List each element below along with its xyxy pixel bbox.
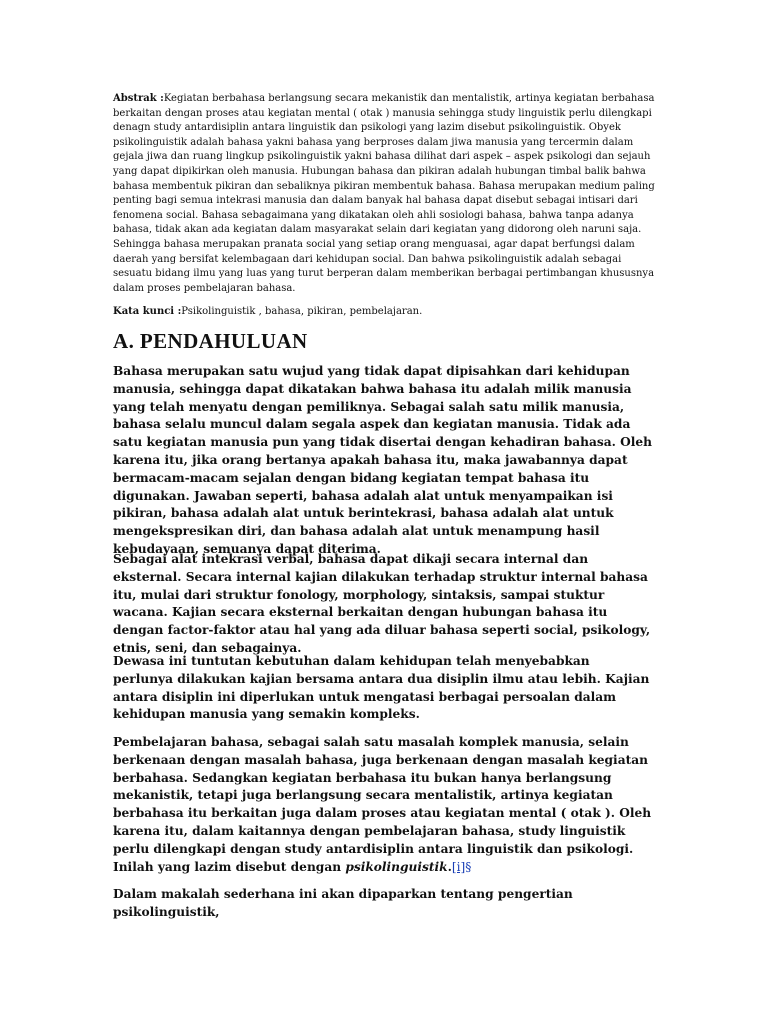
- body-paragraph-4: [113, 734, 653, 876]
- keywords-text: Psikolinguistik , bahasa, pikiran, pembelajaran.: [181, 306, 423, 317]
- abstract-label: Abstrak :: [113, 93, 164, 104]
- section-heading: A. PENDAHULUAN: [113, 329, 308, 353]
- abstract-text: Kegiatan berbahasa berlangsung secara mekanistik dan mentalistik, artinya kegiatan berbahasa berkaitan dengan proses atau kegiatan mental ( otak ) manusia sehingga study linguistik perlu dilengkapi denagn study antardisiplin antara linguistik dan psikologi yang lazim disebut psikolinguistik. Obyek psikolinguistik adalah bahasa yakni bahasa yang berproses dalam jiwa manusia yang tercermin dalam gejala jiwa dan ruang lingkup psikolinguistik yakni bahasa dilihat dari aspek – aspek psikologi dan sejauh yang dapat dipikirkan oleh manusia. Hubungan bahasa dan pikiran adalah hubungan timbal balik bahwa bahasa membentuk pikiran dan sebaliknya pikiran membentuk bahasa. Bahasa merupakan medium paling penting bagi semua intekrasi manusia dan dalam banyak hal bahasa dapat disebut sebagai intisari dari fenomena social. Bahasa sebagaimana yang dikatakan oleh ahli sosiologi bahasa, bahwa tanpa adanya bahasa, tidak akan ada kegiatan dalam masyarakat selain dari kegiatan yang didorong oleh naruni saja. Sehingga bahasa merupakan pranata social yang setiap orang menguasai, agar dapat berfungsi dalam daerah yang bersifat kelembagaan dari kehidupan social. Dan bahwa psikolinguistik adalah sebagai sesuatu bidang ilmu yang luas yang turut berperan dalam memberikan berbagai pertimbangan khususnya dalam proses pembelajaran bahasa.: [113, 93, 655, 294]
- section-mark: §: [465, 859, 472, 874]
- body-paragraph-5: Dalam makalah sederhana ini akan dipaparkan tentang pengertian psikolinguistik,: [113, 887, 573, 919]
- abstract-paragraph: [113, 92, 658, 296]
- body-paragraph-3: Dewasa ini tuntutan kebutuhan dalam kehidupan telah menyebabkan perlunya dilakukan kajian bersama antara dua disiplin ilmu atau lebih. Kajian antara disiplin ini diperlukan untuk mengatasi berbagai persoalan dalam kehidupan manusia yang semakin kompleks.: [113, 654, 650, 722]
- body-paragraph-4-text: Pembelajaran bahasa, sebagai salah satu masalah komplek manusia, selain berkenaan dengan masalah bahasa, juga berkenaan dengan masalah kegiatan berbahasa. Sedangkan kegiatan berbahasa itu bukan hanya berlangsung mekanistik, tetapi juga berlangsung secara mentalistik, artinya kegiatan berbahasa itu berkaitan juga dalam proses atau kegiatan mental ( otak ). Oleh karena itu, dalam kaitannya dengan pembelajaran bahasa, study linguistik perlu dilengkapi dengan study antardisiplin antara linguistik dan psikologi. Inilah yang lazim disebut dengan: [113, 735, 652, 874]
- footnote-link[interactable]: [i]: [451, 859, 466, 874]
- body-paragraph-2: Sebagai alat intekrasi verbal, bahasa dapat dikaji secara internal dan eksternal. Secara internal kajian dilakukan terhadap struktur internal bahasa itu, mulai dari struktur fonology, morphology, sintaksis, sampai stuktur wacana. Kajian secara eksternal berkaitan dengan hubungan bahasa itu dengan factor-faktor atau hal yang ada diluar bahasa seperti social, psikology, etnis, seni, dan sebagainya.: [113, 552, 651, 655]
- term-period: .: [447, 859, 452, 874]
- body-paragraph-1: Bahasa merupakan satu wujud yang tidak dapat dipisahkan dari kehidupan manusia, sehingga dapat dikatakan bahwa bahasa itu adalah milik manusia yang telah menyatu dengan pemiliknya. Sebagai salah satu milik manusia, bahasa selalu muncul dalam segala aspek dan kegiatan manusia. Tidak ada satu kegiatan manusia pun yang tidak disertai dengan kehadiran bahasa. Oleh karena itu, jika orang bertanya apakah bahasa itu, maka jawabannya dapat bermacam-macam sejalan dengan bidang kegiatan tempat bahasa itu digunakan. Jawaban seperti, bahasa adalah alat untuk menyampaikan isi pikiran, bahasa adalah alat untuk berintekrasi, bahasa adalah alat untuk mengekspresikan diri, dan bahasa adalah alat untuk menampung hasil kebudayaan, semuanya dapat diterima.: [113, 364, 653, 556]
- keywords-line: [113, 305, 658, 319]
- psikolinguistik-term: psikolinguistik: [345, 859, 448, 874]
- keywords-label: Kata kunci :: [113, 306, 182, 317]
